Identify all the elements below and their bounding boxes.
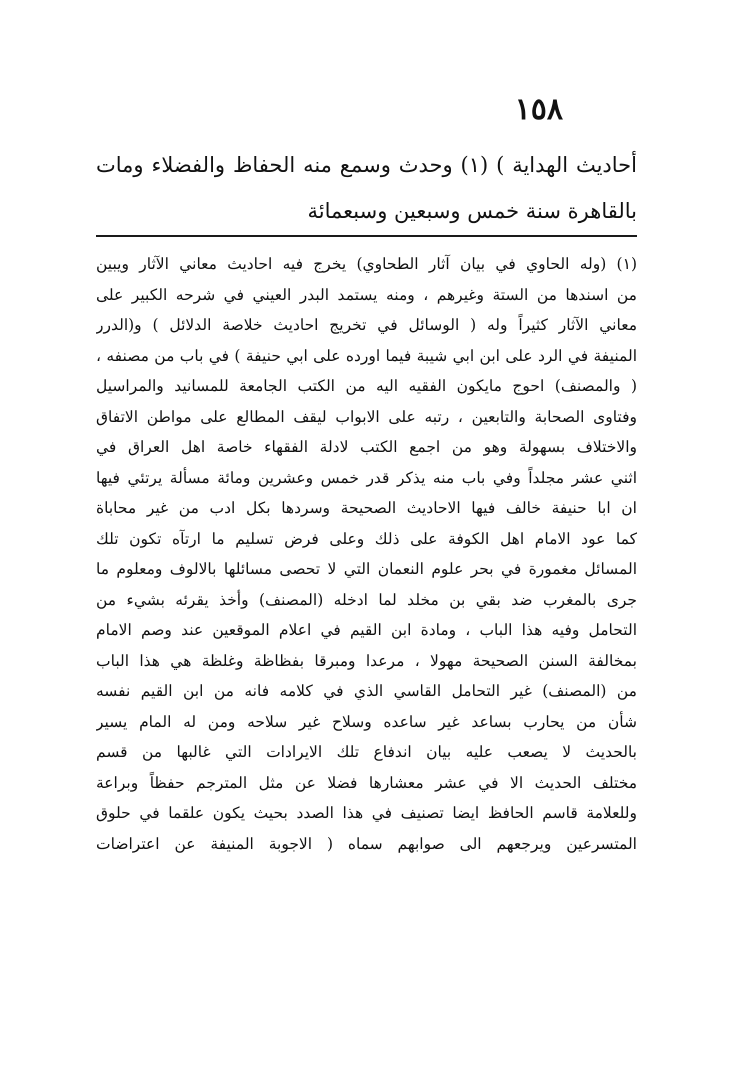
footnote-line: وللعلامة قاسم الحافظ ايضا تصنيف في هذا الصدد بحيث يكون علقما في حلوق (96, 804, 637, 822)
footnote-line: المسائل مغمورة في بحر علوم النعمان التي لا تحصى مسائلها بالالوف ومعلوم ما (96, 560, 637, 578)
main-text-line: بالقاهرة سنة خمس وسبعين وسبعمائة (307, 199, 637, 223)
footnote-line: التحامل وفيه هذا الباب ، ومادة ابن القيم في اعلام الموقعين عند وصم الامام (96, 621, 637, 639)
footnote-line: والاختلاف بسهولة وهو من اجمع الكتب لادلة الفقهاء خاصة اهل العراق في (96, 438, 637, 456)
main-text (96, 142, 637, 234)
footnote-line: (١) (وله الحاوي في بيان آثار الطحاوي) يخرج فيه احاديث معاني الآثار ويبين (96, 255, 637, 273)
footnote-line: جرى بالمغرب ضد بقي بن مخلد لما ادخله (المصنف) وأخذ يقرئه بشيء من (96, 590, 637, 609)
footnote-line: المتسرعين ويرجعهم الى صوابهم سماه ( الاجوبة المنيفة عن اعتراضات (96, 834, 637, 853)
footnote-line: اثني عشر مجلداً وفي باب منه يذكر قدر خمس وعشرين ومائة مسألة يرتئي فيها (96, 468, 637, 487)
page-number: ١٥٨ (514, 92, 563, 127)
footnote-line: بالحديث لا يصعب عليه بيان اندفاع تلك الايرادات التي غالبها من قسم (96, 743, 637, 761)
footnote-line: المنيفة في الرد على ابن ابي شيبة فيما اورده على ابي حنيفة ) في باب من مصنفه ، (96, 346, 637, 365)
footnote-line: من (المصنف) غير التحامل القاسي الذي في كلامه فانه من ابن القيم نفسه (96, 682, 637, 700)
footnote-line: معاني الآثار كثيراً وله ( الوسائل في تخريج احاديث خلاصة الدلائل ) و(الدرر (96, 316, 637, 334)
footnote-line: شأن من يحارب بساعد غير ساعده وسلاح غير سلاحه ومن له المام يسير (96, 712, 637, 731)
footnote-separator-rule (96, 235, 637, 237)
footnote-line: وفتاوى الصحابة والتابعين ، رتبه على الابواب ليقف المطالع على مواطن الاتفاق (96, 407, 637, 426)
footnote-line: مختلف الحديث الا في عشر معشارها فضلا عن مثل المترجم حفظاً وبراعة (96, 773, 637, 792)
footnote-line: ( والمصنف) احوج مايكون الفقيه اليه من الكتب الجامعة للمسانيد والمراسيل (96, 377, 637, 395)
main-text-line: أحاديث الهداية ) (١) وحدث وسمع منه الحفاظ والفضلاء ومات (96, 153, 637, 177)
footnote-line: كما عود الامام اهل الكوفة على ذلك وعلى فرض تسليم ما ارتآه تكون تلك (96, 529, 637, 548)
footnote-line: بمخالفة السنن الصحيحة مهولا ، مرعدا ومبرقا بفظاظة وغلظة هي هذا الباب (96, 651, 637, 670)
footnote-line: ان ابا حنيفة خالف فيها الاحاديث الصحيحة وسردها بكل ادب من غير محاباة (96, 499, 637, 517)
footnotes (96, 249, 637, 859)
footnote-line: من اسندها من الستة وغيرهم ، ومنه يستمد البدر العيني في شرحه الكبير على (96, 285, 637, 304)
